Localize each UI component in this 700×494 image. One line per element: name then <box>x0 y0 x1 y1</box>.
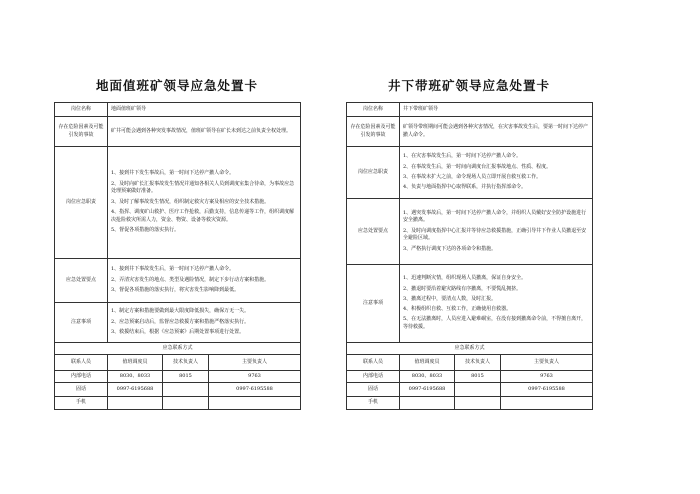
contact-cell: 手机 <box>347 397 400 410</box>
contact-cell: 9763 <box>209 371 301 383</box>
duty-item: 3、在事故未扩大之前，命令现场人员立即开展自救互救工作。 <box>403 173 542 180</box>
notes-item: 2、应急预案启动后，监督应急救援方案和措施严格落实执行。 <box>111 318 250 325</box>
contact-cell <box>455 383 501 397</box>
contact-cell <box>108 397 163 410</box>
contact-cell <box>455 397 501 410</box>
position-value: 井下带班矿领导 <box>400 103 593 117</box>
duty-item: 4、负责与地面指挥中心取得联系，并执行指挥部命令。 <box>403 184 527 190</box>
notes-label: 注意事项 <box>347 265 400 343</box>
contact-cell: 8015 <box>163 371 209 383</box>
duty-label: 岗位应急职责 <box>55 147 108 259</box>
risk-value: 矿领导带班期间可能会遇到各种灾害情况，在灾害事故发生后，要第一时间下达停产撤人命令。 <box>400 117 593 147</box>
contact-cell: 固话 <box>347 383 400 397</box>
key-label: 应急处置要点 <box>347 199 400 265</box>
contact-cell: 0997-6195688 <box>400 383 455 397</box>
contact-cell: 手机 <box>55 397 108 410</box>
duty-item: 2、在事故发生后，第一时间向调度台汇报事故地点、性质、程度。 <box>403 163 552 170</box>
key-content <box>400 199 593 265</box>
duty-item: 3、及时了解事故发生情况，组织制定救灾方案及相应的安全技术措施。 <box>111 198 270 205</box>
key-item: 3、严格执行调度下达的各项命令和措施。 <box>403 245 497 252</box>
contact-cell <box>501 397 593 410</box>
contact-cell: 8030、8033 <box>108 371 163 383</box>
notes-item: 4、积极组织自救、互救工作，正确使用自救器。 <box>403 306 512 312</box>
contact-cell <box>163 397 209 410</box>
key-item: 3、督促各项措施的落实执行，将灾害发生影响降到最低。 <box>111 286 240 293</box>
notes-item: 5、在无法撤离时，人员应进入避难硐室，在没有接到撤离命令前，不得擅自离开，等待救援。 <box>403 316 587 330</box>
position-value: 地面值班矿领导 <box>108 103 301 117</box>
contact-cell: 0997-6195588 <box>501 383 593 397</box>
contact-cell <box>400 397 455 410</box>
contact-cell: 内部电话 <box>55 371 108 383</box>
contact-header-cell: 值班调度员 <box>400 355 455 371</box>
contact-title: 应急联系方式 <box>55 343 301 355</box>
contact-header-cell: 技术负责人 <box>455 355 501 371</box>
notes-item: 3、救援结束后，根据《应急预案》后期处置事项进行处置。 <box>111 328 245 335</box>
contact-cell: 固话 <box>55 383 108 397</box>
contact-header-cell: 联系人员 <box>55 355 108 371</box>
duty-item: 4、指挥、调度矿山救护、医疗工作抢救，后勤支持，信息传递等工作，组织调度解决抢险救灾所需人力，资金、物资、设备等救灾资源。 <box>111 208 295 223</box>
contact-cell: 0997-6195588 <box>209 383 301 397</box>
notes-item: 1、迅速判断灾情，组织现场人员撤离，保证自身安全。 <box>403 275 527 282</box>
contact-header-cell: 主要负责人 <box>209 355 301 371</box>
card-title: 地面值班矿领导应急处置卡 <box>95 78 258 93</box>
notes-item: 1、制定方案和措施要做到最大限度降低损失，确保万无一失。 <box>111 308 250 315</box>
contact-cell: 0997-6195688 <box>108 383 163 397</box>
duty-item: 1、接到井下发生事故后，第一时间下达停产撤人命令。 <box>111 170 235 177</box>
risk-label: 存在危险因素及可能引发的事故 <box>347 117 400 147</box>
contact-header-cell: 主要负责人 <box>501 355 593 371</box>
card-table <box>346 102 593 410</box>
risk-label: 存在危险因素及可能引发的事故 <box>55 117 108 147</box>
duty-label: 岗位应急职责 <box>347 147 400 199</box>
notes-item: 3、撤离过程中，要清点人数，及时汇报。 <box>403 295 497 302</box>
key-item: 1、遇突发事故后，第一时间下达停产撤人命令，并组织人员戴好安全防护设施进行安全撤离。 <box>403 209 587 224</box>
contact-cell <box>209 397 301 410</box>
risk-value: 矿井可能会遇到各种突发事故情况，值班矿领导在矿长未到达之前负责全权处理。 <box>108 117 301 147</box>
key-item: 1、接到井下事故发生后，第一时间下达停产撤人命令。 <box>111 266 235 273</box>
position-label: 岗位名称 <box>347 103 400 117</box>
contact-cell <box>163 383 209 397</box>
contact-cell: 9763 <box>501 371 593 383</box>
card-title: 井下带班矿领导应急处置卡 <box>387 78 550 93</box>
position-label: 岗位名称 <box>55 103 108 117</box>
duty-item: 2、及时向矿长汇报事故发生情况并通知各相关人员到调度室集合待命，为事故应急处理预案做好准备。 <box>111 180 295 195</box>
contact-cell: 8015 <box>455 371 501 383</box>
contact-cell: 8030、8033 <box>400 371 455 383</box>
duty-content <box>400 147 593 199</box>
key-content <box>108 259 301 303</box>
contact-header-cell: 联系人员 <box>347 355 400 371</box>
contact-cell: 内部电话 <box>347 371 400 383</box>
key-item: 2、弄清灾害发生的地点、类型及遇险情况，制定下步行动方案和措施。 <box>111 276 270 283</box>
card-table <box>54 102 301 410</box>
key-label: 应急处置要点 <box>55 259 108 303</box>
duty-content <box>108 147 301 259</box>
notes-content <box>108 303 301 343</box>
notes-content <box>400 265 593 343</box>
key-item: 2、及时向调度指挥中心汇报并等待应急救援措施，正确引导井下作业人员撤退至安全避险区域。 <box>403 227 587 242</box>
contact-header-cell: 技术负责人 <box>163 355 209 371</box>
duty-item: 5、督促各项措施的落实执行。 <box>111 226 180 233</box>
notes-item: 2、撤退时要沿着避灾路线有序撤离，不要慌乱拥挤。 <box>403 285 522 292</box>
contact-title: 应急联系方式 <box>347 343 593 355</box>
duty-item: 1、在灾害事故发生后，第一时间下达停产撤人命令。 <box>403 153 522 160</box>
contact-header-cell: 值班调度员 <box>108 355 163 371</box>
notes-label: 注意事项 <box>55 303 108 343</box>
